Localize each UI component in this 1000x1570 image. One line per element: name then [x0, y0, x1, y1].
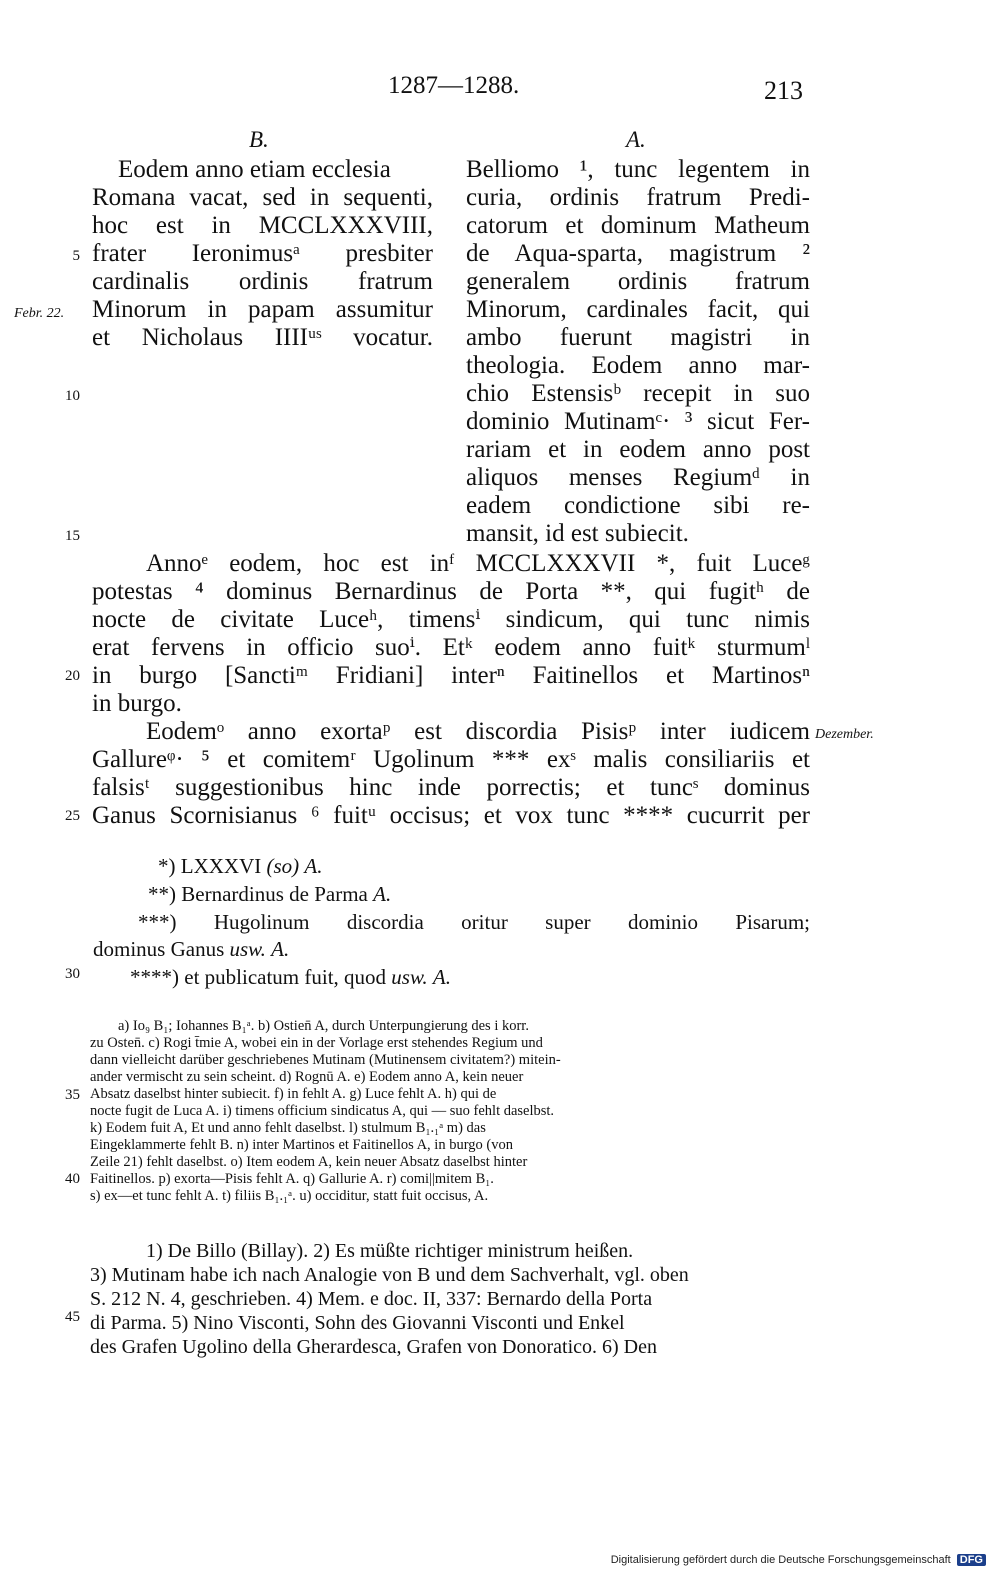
column-b-line: cardinalis ordinis fratrum — [92, 268, 433, 295]
star-note-mark: ****) — [130, 965, 179, 989]
main-text-line: Ganus Scornisianus ⁶ fuitᵘ occisus; et vox tunc **** cucurrit per — [92, 802, 810, 829]
star-note-usw: usw. — [391, 965, 428, 989]
variant-line: ander vermischt zu sein scheint. d) Rognū A. e) Eodem anno A, kein neuer — [90, 1069, 524, 1085]
line-number: 5 — [72, 248, 80, 264]
line-number: 15 — [65, 528, 80, 544]
line-number: 30 — [65, 966, 80, 982]
main-text-line: nocte de civitate Luceʰ, timensⁱ sindicum, qui tunc nimis — [92, 606, 810, 633]
variant-line: s) ex—et tunc fehlt A. t) filiis B₁.₁ᵃ. u) occiditur, statt fuit occisus, A. — [90, 1188, 489, 1204]
star-note-so: (so) — [266, 854, 300, 878]
star-note-usw: usw. — [229, 937, 266, 961]
line-number: 25 — [65, 808, 80, 824]
star-note-mark: ***) — [138, 910, 177, 934]
margin-date-febr: Febr. 22. — [14, 306, 65, 321]
page-number: 213 — [764, 76, 803, 105]
column-a-line: eadem condictione sibi re- — [466, 492, 810, 519]
main-text-line: in burgo [Sanctiᵐ Fridiani] interⁿ Faitinellos et Martinosⁿ — [92, 662, 810, 689]
column-a-line: dominio Mutinamᶜ· ³ sicut Fer- — [466, 408, 810, 435]
column-a-line: Minorum, cardinales facit, qui — [466, 296, 810, 323]
main-text-line: Eodemᵒ anno exortaᵖ est discordia Pisisᵖ inter iudicem — [146, 718, 810, 745]
main-text-line: Gallureᵠ· ⁵ et comitemʳ Ugolinum *** exˢ malis consiliariis et — [92, 746, 810, 773]
star-note-2 — [148, 882, 391, 907]
star-note-text: Bernardinus de Parma — [181, 882, 368, 906]
star-note-text: dominus Ganus — [93, 937, 225, 961]
main-text-line: Annoᵉ eodem, hoc est inᶠ MCCLXXXVII *, fuit Luceᵍ — [146, 550, 810, 577]
column-b-line: Minorum in papam assumitur — [92, 296, 433, 323]
column-b-line: et Nicholaus IIIIᵘˢ vocatur. — [92, 324, 433, 351]
variant-line: Faitinellos. p) exorta—Pisis fehlt A. q) Gallurie A. r) comi||mitem B₁. — [90, 1171, 494, 1187]
star-note-1 — [158, 854, 322, 879]
star-note-4 — [130, 965, 451, 990]
column-a-line: rariam et in eodem anno post — [466, 436, 810, 463]
variant-line: zu Osten̄. c) Rogi t̄mie A, wobei ein in der Vorlage erst stehendes Regium und — [90, 1035, 543, 1051]
column-a-line: mansit, id est subiecit. — [466, 520, 689, 547]
star-note-mark: *) — [158, 854, 176, 878]
note-line: des Grafen Ugolino della Gherardesca, Grafen von Donoratico. 6) Den — [90, 1336, 658, 1358]
column-a-siglum: A. — [626, 127, 646, 152]
star-note-siglum: A. — [271, 937, 290, 961]
column-b-line: Romana vacat, sed in sequenti, — [92, 184, 433, 211]
column-a-line: catorum et dominum Matheum — [466, 212, 810, 239]
variant-line: Absatz daselbst hinter subiecit. f) in fehlt A. g) Luce fehlt A. h) qui de — [90, 1086, 497, 1102]
column-a-line: generalem ordinis fratrum — [466, 268, 810, 295]
column-b-line: frater Ieronimusᵃ presbiter — [92, 240, 433, 267]
line-number: 10 — [65, 388, 80, 404]
star-note-siglum: A. — [304, 854, 323, 878]
column-a-line: chio Estensisᵇ recepit in suo — [466, 380, 810, 407]
dfg-credit-text: Digitalisierung gefördert durch die Deutsche Forschungsgemeinschaft — [610, 1554, 951, 1566]
dfg-credit — [611, 1554, 986, 1566]
main-text-line: erat fervens in officio suoⁱ. Etᵏ eodem anno fuitᵏ sturmumˡ — [92, 634, 810, 661]
column-a-line: theologia. Eodem anno mar- — [466, 352, 810, 379]
variant-line: a) Io₉ B₁; Iohannes B₁ᵃ. b) Ostien̄ A, durch Unterpungierung des i korr. — [118, 1018, 529, 1034]
dfg-logo-icon: DFG — [957, 1554, 986, 1566]
line-number: 35 — [65, 1087, 80, 1103]
column-b-siglum: B. — [249, 127, 269, 152]
note-line: di Parma. 5) Nino Visconti, Sohn des Giovanni Visconti und Enkel — [90, 1312, 625, 1334]
star-note-mark: **) — [148, 882, 176, 906]
column-a-line: de Aqua-sparta, magistrum ² — [466, 240, 810, 267]
margin-date-dezember: Dezember. — [815, 727, 874, 742]
column-b-line: Eodem anno etiam ecclesia — [118, 156, 391, 183]
line-number: 45 — [65, 1309, 80, 1325]
star-note-text: LXXXVI — [180, 854, 262, 878]
line-number: 40 — [65, 1171, 80, 1187]
main-text-line: potestas ⁴ dominus Bernardinus de Porta **, qui fugitʰ de — [92, 578, 810, 605]
variant-line: nocte fugit de Luca A. i) timens officium sindicatus A, qui — suo fehlt daselbst. — [90, 1103, 555, 1119]
line-number: 20 — [65, 668, 80, 684]
star-note-text: Hugolinum discordia oritur super dominio Pisarum; — [213, 910, 810, 934]
column-a-line: ambo fuerunt magistri in — [466, 324, 810, 351]
star-note-3 — [138, 910, 810, 935]
variant-line: Eingeklammerte fehlt B. n) inter Martinos et Faitinellos A, in burgo (von — [90, 1137, 513, 1153]
variant-line: k) Eodem fuit A, Et und anno fehlt daselbst. l) stulmum B₁.₁ᵃ m) das — [90, 1120, 486, 1136]
variant-line: Zeile 21) fehlt daselbst. o) Item eodem A, kein neuer Absatz daselbst hinter — [90, 1154, 528, 1170]
note-line: 1) De Billo (Billay). 2) Es müßte richtiger ministrum heißen. — [146, 1240, 634, 1262]
star-note-text: et publicatum fuit, quod — [184, 965, 387, 989]
star-note-siglum: A. — [432, 965, 451, 989]
note-line: 3) Mutinam habe ich nach Analogie von B und dem Sachverhalt, vgl. oben — [90, 1264, 689, 1286]
variant-line: dann vielleicht darüber geschriebenes Mutinam (Mutinensem civitatem?) mitein- — [90, 1052, 561, 1068]
star-note-siglum: A. — [373, 882, 392, 906]
column-a-line: Belliomo ¹, tunc legentem in — [466, 156, 810, 183]
column-a-line: curia, ordinis fratrum Predi- — [466, 184, 810, 211]
star-note-3-cont — [93, 937, 289, 962]
note-line: S. 212 N. 4, geschrieben. 4) Mem. e doc. II, 337: Bernardo della Porta — [90, 1288, 653, 1310]
running-head-years: 1287—1288. — [388, 72, 520, 99]
main-text-line: in burgo. — [92, 690, 182, 717]
main-text-line: falsisᵗ suggestionibus hinc inde porrectis; et tuncˢ dominus — [92, 774, 810, 801]
column-b-line: hoc est in MCCLXXXVIII, — [92, 212, 433, 239]
column-a-line: aliquos menses Regiumᵈ in — [466, 464, 810, 491]
